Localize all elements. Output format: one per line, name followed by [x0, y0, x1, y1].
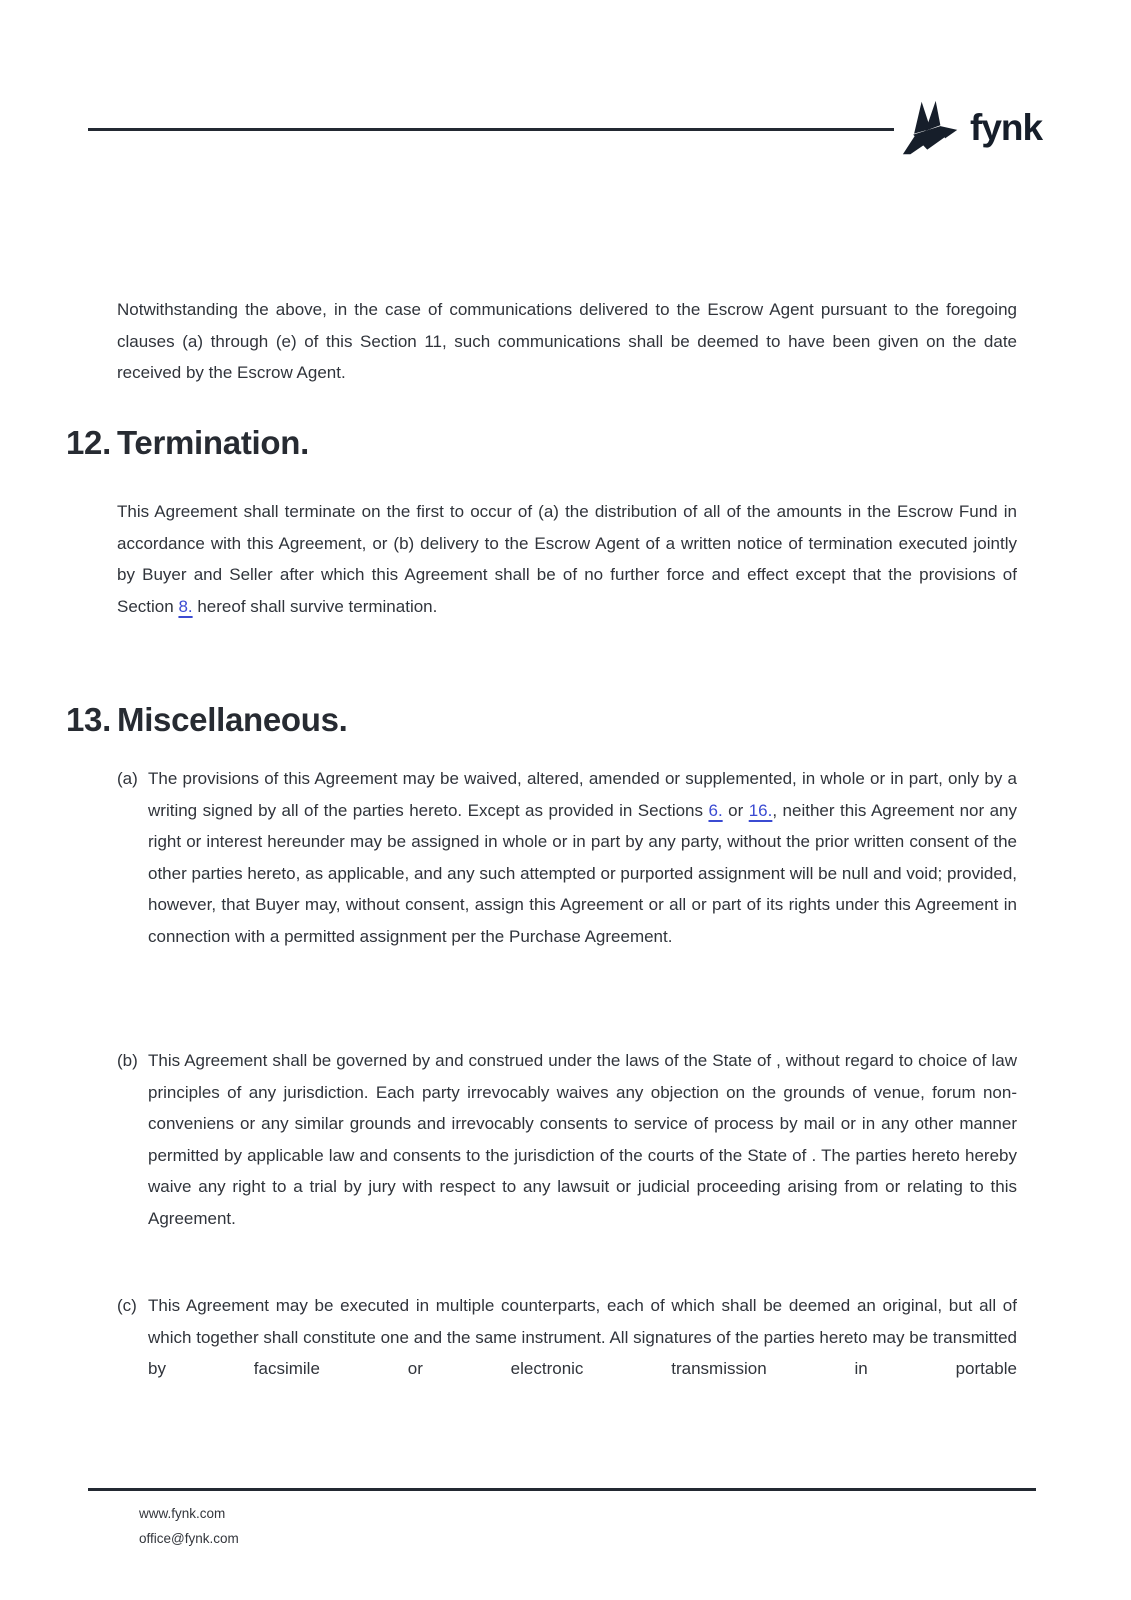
- section-12-heading: [66, 426, 309, 459]
- clause-b-paragraph: [117, 1045, 1017, 1234]
- footer-website: www.fynk.com: [139, 1506, 226, 1521]
- section-12-text-part1: This Agreement shall terminate on the first to occur of (a) the distribution of all of the amounts in the Escrow Fund in accordance with this Agreement, or (b) delivery to the Escrow Agent of a written notice of termination executed jointly by Buyer and Seller after which this Agreement shall be of no further force and effect except that the provisions of Section: [117, 502, 1017, 616]
- clause-c-paragraph: [117, 1290, 1017, 1385]
- clause-b-text: This Agreement shall be governed by and construed under the laws of the State of , without regard to choice of law principles of any jurisdiction. Each party irrevocably waives any objection on the grounds of venue, forum non-conveniens or any similar grounds and irrevocably consents to service of process by mail or in any other manner permitted by applicable law and consents to the jurisdiction of the courts of the State of . The parties hereto hereby waive any right to a trial by jury with respect to any lawsuit or judicial proceeding arising from or relating to this Agreement.: [148, 1051, 1017, 1228]
- intro-paragraph-text: Notwithstanding the above, in the case of communications delivered to the Escrow Agent pursuant to the foregoing clauses (a) through (e) of this Section 11, such communications shall be deemed to have been given on the date received by the Escrow Agent.: [117, 300, 1017, 382]
- section-12-text-part2: hereof shall survive termination.: [192, 596, 438, 616]
- clause-a-text-part1: The provisions of this Agreement may be waived, altered, amended or supplemented, in whole or in part, only by a writing signed by all of the parties hereto. Except as provided in Sections: [148, 769, 1017, 820]
- section-8-link[interactable]: 8.: [178, 596, 193, 616]
- section-13-heading: [66, 703, 348, 736]
- clause-c-label: (c): [117, 1296, 137, 1315]
- clause-c-text: This Agreement may be executed in multiple counterparts, each of which shall be deemed an original, but all of which together shall constitute one and the same instrument. All signatures of the parties hereto may be transmitted by facsimile or electronic transmission in portable: [148, 1296, 1017, 1378]
- section-12-paragraph: [117, 496, 1017, 622]
- intro-paragraph: [117, 294, 1017, 389]
- section-13-number: 13.: [66, 701, 111, 738]
- clause-b-label: (b): [117, 1051, 138, 1070]
- origami-crane-icon: [901, 100, 961, 156]
- footer: [139, 1501, 239, 1551]
- header-divider-line: [88, 128, 894, 131]
- footer-email: office@fynk.com: [139, 1531, 239, 1546]
- section-6-link[interactable]: 6.: [708, 800, 723, 820]
- section-16-link[interactable]: 16.: [748, 800, 773, 820]
- clause-a-label: (a): [117, 769, 138, 788]
- footer-divider-line: [88, 1488, 1036, 1491]
- section-13-title: Miscellaneous.: [117, 701, 348, 738]
- clause-a-text-part3: , neither this Agreement nor any right or interest hereunder may be assigned in whole or in part by any party, without the prior written consent of the other parties hereto, as applicable, and any such attempted or purported assignment will be null and void; provided, however, that Buyer may, without consent, assign this Agreement or all or part of its rights under this Agreement in connection with a permitted assignment per the Purchase Agreement.: [148, 800, 1018, 946]
- fynk-logo: [901, 100, 1042, 156]
- clause-a-text-part2: or: [722, 800, 749, 820]
- section-12-title: Termination.: [117, 424, 309, 461]
- section-12-number: 12.: [66, 424, 111, 461]
- logo-wordmark: fynk: [970, 107, 1043, 148]
- clause-a-paragraph: [117, 763, 1017, 952]
